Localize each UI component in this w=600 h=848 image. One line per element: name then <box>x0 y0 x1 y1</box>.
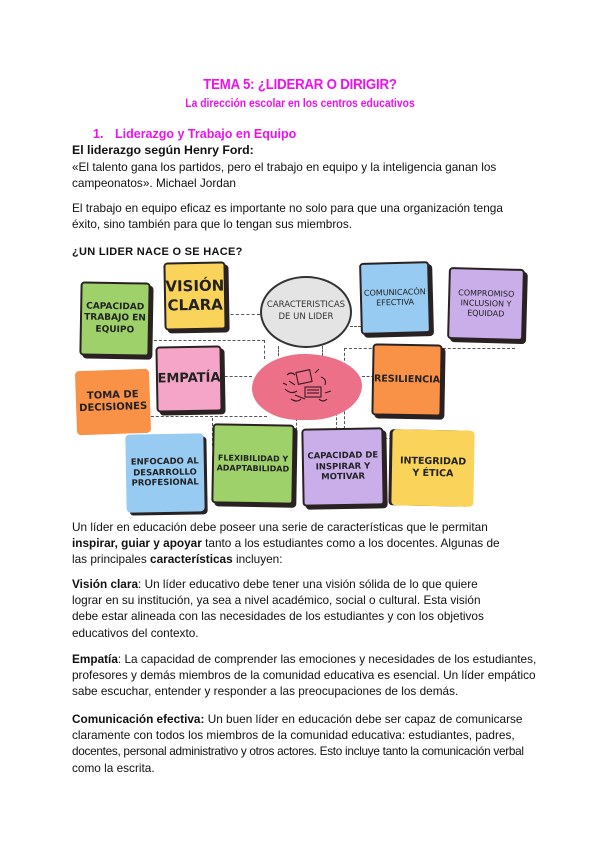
paragraph-line: Un líder en educación debe poseer una serie de características que le permitan <box>72 520 488 534</box>
box-label: VISIÓN <box>165 276 225 296</box>
box-label: Y ÉTICA <box>412 467 454 480</box>
paragraph-line <box>72 535 532 551</box>
quote-heading: El liderazgo según Henry Ford: <box>72 143 254 157</box>
center-label: CARACTERISTICAS <box>266 300 346 311</box>
connector-line <box>220 376 252 377</box>
box-label: PROFESIONAL <box>131 477 199 489</box>
paragraph-line: El trabajo en equipo eficaz es importante no solo para que una organización tenga <box>72 201 503 215</box>
paragraph-line: educativos del contexto. <box>72 625 199 640</box>
quote-text <box>72 159 532 191</box>
paragraph-line: claramente con todos los miembros de la comunidad educativa: estudiantes, padres, <box>72 728 515 743</box>
paragraph-line: como la escrita. <box>72 760 155 775</box>
box-flexibilidad-adaptabilidad <box>211 423 294 504</box>
paragraph-line <box>72 651 542 667</box>
box-label: CAPACIDAD DE <box>307 450 379 462</box>
box-label: DESARROLLO <box>133 467 197 479</box>
box-integridad-etica <box>391 429 474 506</box>
box-capacidad-trabajo-equipo <box>79 281 150 356</box>
paragraph-comunicacion-efectiva <box>72 711 542 776</box>
box-label: COMUNICACÓN <box>363 287 426 298</box>
box-comunicacion-efectiva <box>359 261 431 335</box>
box-label: EQUIDAD <box>467 308 505 319</box>
text-run: : Un líder educativo debe tener una visión sólida de lo que quiere <box>138 577 478 591</box>
box-capacidad-inspirar-motivar <box>301 427 384 506</box>
page-title: TEMA 5: ¿LIDERAR O DIRIGIR? <box>203 76 397 93</box>
connector-line <box>322 346 323 356</box>
section-heading-text: Liderazgo y Trabajo en Equipo <box>115 127 297 141</box>
quote-line: campeonatos». Michael Jordan <box>72 176 236 191</box>
box-label: EMPATÍA <box>157 370 221 387</box>
box-label: ENFOCADO AL <box>130 456 199 468</box>
box-label: COMPROMISO <box>458 288 515 299</box>
leader-desk-icon <box>275 365 339 409</box>
text-run: : La capacidad de comprender las emociones y necesidades de los estudiantes, <box>117 652 537 666</box>
box-vision-clara <box>163 261 226 330</box>
paragraph-line: sabe escuchar, entender y responder a las preocupaciones de los demás. <box>72 684 459 699</box>
box-enfocado-desarrollo-profesional <box>125 433 204 512</box>
term-label: Visión clara <box>72 577 139 591</box>
box-label: INSPIRAR Y <box>315 461 371 473</box>
paragraph-empatia <box>72 651 542 700</box>
box-compromiso-inclusion-equidad <box>447 267 525 341</box>
box-label: CLARA <box>167 295 223 315</box>
box-label: ADAPTABILIDAD <box>216 463 290 474</box>
center-blob <box>252 354 362 420</box>
box-label: CAPACIDAD <box>86 301 145 313</box>
text-run: incluyen: <box>232 552 283 567</box>
box-label: INTEGRIDAD <box>399 455 467 468</box>
connector-line <box>296 418 297 444</box>
leader-characteristics-diagram <box>66 258 536 516</box>
box-label: TRABAJO EN <box>84 312 146 324</box>
box-toma-decisiones <box>75 369 151 436</box>
paragraph-line <box>72 576 532 592</box>
paragraph-line: lograr en su institución, ya sea a nivel académico, social o cultural. Esta visión <box>72 593 481 608</box>
box-empatia <box>155 345 222 412</box>
term-label: Comunicación efectiva: <box>72 712 205 726</box>
paragraph-teamwork <box>72 200 532 232</box>
box-label: INCLUSION Y <box>460 298 512 309</box>
box-resiliencia <box>371 343 442 416</box>
text-run: Un buen líder en educación debe ser capaz de comunicarse <box>204 712 523 726</box>
paragraph-line: éxito, sino también para que lo tengan sus miembros. <box>72 217 353 232</box>
text-run: tanto a los estudiantes como a los docentes. Algunas de <box>201 536 500 551</box>
paragraph-intro <box>72 519 532 568</box>
center-label: DE UN LIDER <box>278 312 334 322</box>
paragraph-line <box>72 551 532 567</box>
quote-line: «El talento gana los partidos, pero el trabajo en equipo y la inteligencia ganan los <box>72 160 497 174</box>
box-label: FLEXIBILIDAD Y <box>217 453 289 464</box>
box-label: RESILIENCIA <box>373 373 441 386</box>
bold-text: características <box>150 552 233 567</box>
term-label: Empatía <box>72 652 118 666</box>
paragraph-line: docentes, personal administrativo y otros actores. Esto incluye tanto la comunicación verbal <box>72 744 524 759</box>
box-label: MOTIVAR <box>321 471 366 483</box>
paragraph-line <box>72 711 542 727</box>
paragraph-line: profesores y demás miembros de la comunidad educativa es esencial. Un líder empático <box>72 668 536 683</box>
box-label: TOMA DE <box>86 388 139 402</box>
section-heading <box>93 127 296 141</box>
box-label: DECISIONES <box>79 400 148 415</box>
question-heading: ¿UN LIDER NACE O SE HACE? <box>72 246 243 258</box>
section-number: 1. <box>93 127 104 141</box>
paragraph-line: debe estar alineada con las necesidades de los estudiantes y con los objetivos <box>72 609 484 624</box>
page-subtitle: La dirección escolar en los centros educativos <box>185 96 415 110</box>
connector-line <box>278 346 279 356</box>
box-label: EQUIPO <box>95 324 135 335</box>
paragraph-vision-clara <box>72 576 532 641</box>
text-run: las principales <box>72 552 151 567</box>
bold-text: inspirar, guiar y apoyar <box>72 536 202 551</box>
center-circle <box>260 276 352 348</box>
box-label: EFECTIVA <box>376 297 415 308</box>
